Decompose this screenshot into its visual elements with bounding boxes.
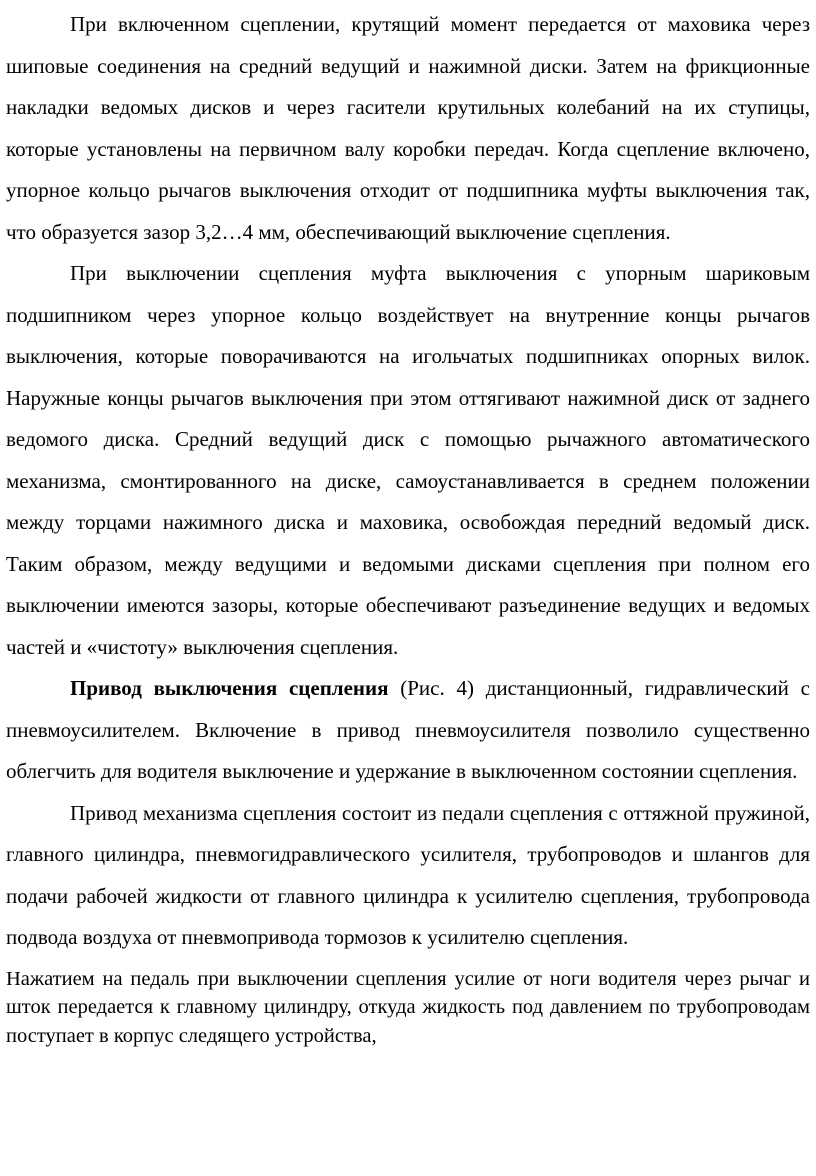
release-drive-text: (Рис. 4) дистанционный, гидравлический с пневмоусилителем. Включение в привод пневмоусилителя позволило существенно облегчить для водителя выключение и удержание в выключенном состоянии сцепления. bbox=[6, 676, 810, 783]
paragraph-clutch-engaged: При включенном сцеплении, крутящий момент передается от маховика через шиповые соединения на средний ведущий и нажимной диски. Затем на фрикционные накладки ведомых дисков и через гасители крутильных колебаний на их ступицы, которые установлены на первичном валу коробки передач. Когда сцепление включено, упорное кольцо рычагов выключения отходит от подшипника муфты выключения так, что образуется зазор 3,2…4 мм, обеспечивающий выключение сцепления. bbox=[6, 12, 810, 244]
paragraph-clutch-disengaged: При выключении сцепления муфта выключения с упорным шариковым подшипником через упорное кольцо воздействует на внутренние концы рычагов выключения, которые поворачиваются на игольчатых подшипниках опорных вилок. Наружные концы рычагов выключения при этом оттягивают нажимной диск от заднего ведомого диска. Средний ведущий диск с помощью рычажного автоматического механизма, смонтированного на диске, самоустанавливается в среднем положении между торцами нажимного диска и маховика, освобождая передний ведомый диск. Таким образом, между ведущими и ведомыми дисками сцепления при полном его выключении имеются зазоры, которые обеспечивают разъединение ведущих и ведомых частей и «чистоту» выключения сцепления. bbox=[6, 261, 810, 659]
paragraph-release-drive bbox=[6, 668, 810, 793]
paragraph-drive-composition: Привод механизма сцепления состоит из педали сцепления с оттяжной пружиной, главного цилиндра, пневмогидравлического усилителя, трубопроводов и шлангов для подачи рабочей жидкости от главного цилиндра к усилителю сцепления, трубопровода подвода воздуха от пневмопривода тормозов к усилителю сцепления. bbox=[6, 800, 810, 949]
release-drive-heading: Привод выключения сцепления bbox=[70, 676, 389, 700]
paragraph-pedal-action: Нажатием на педаль при выключении сцепления усилие от ноги водителя через рычаг и шток передается к главному цилиндру, откуда жидкость под давлением по трубопроводам поступает в корпус следящего устройства, bbox=[6, 967, 810, 1047]
